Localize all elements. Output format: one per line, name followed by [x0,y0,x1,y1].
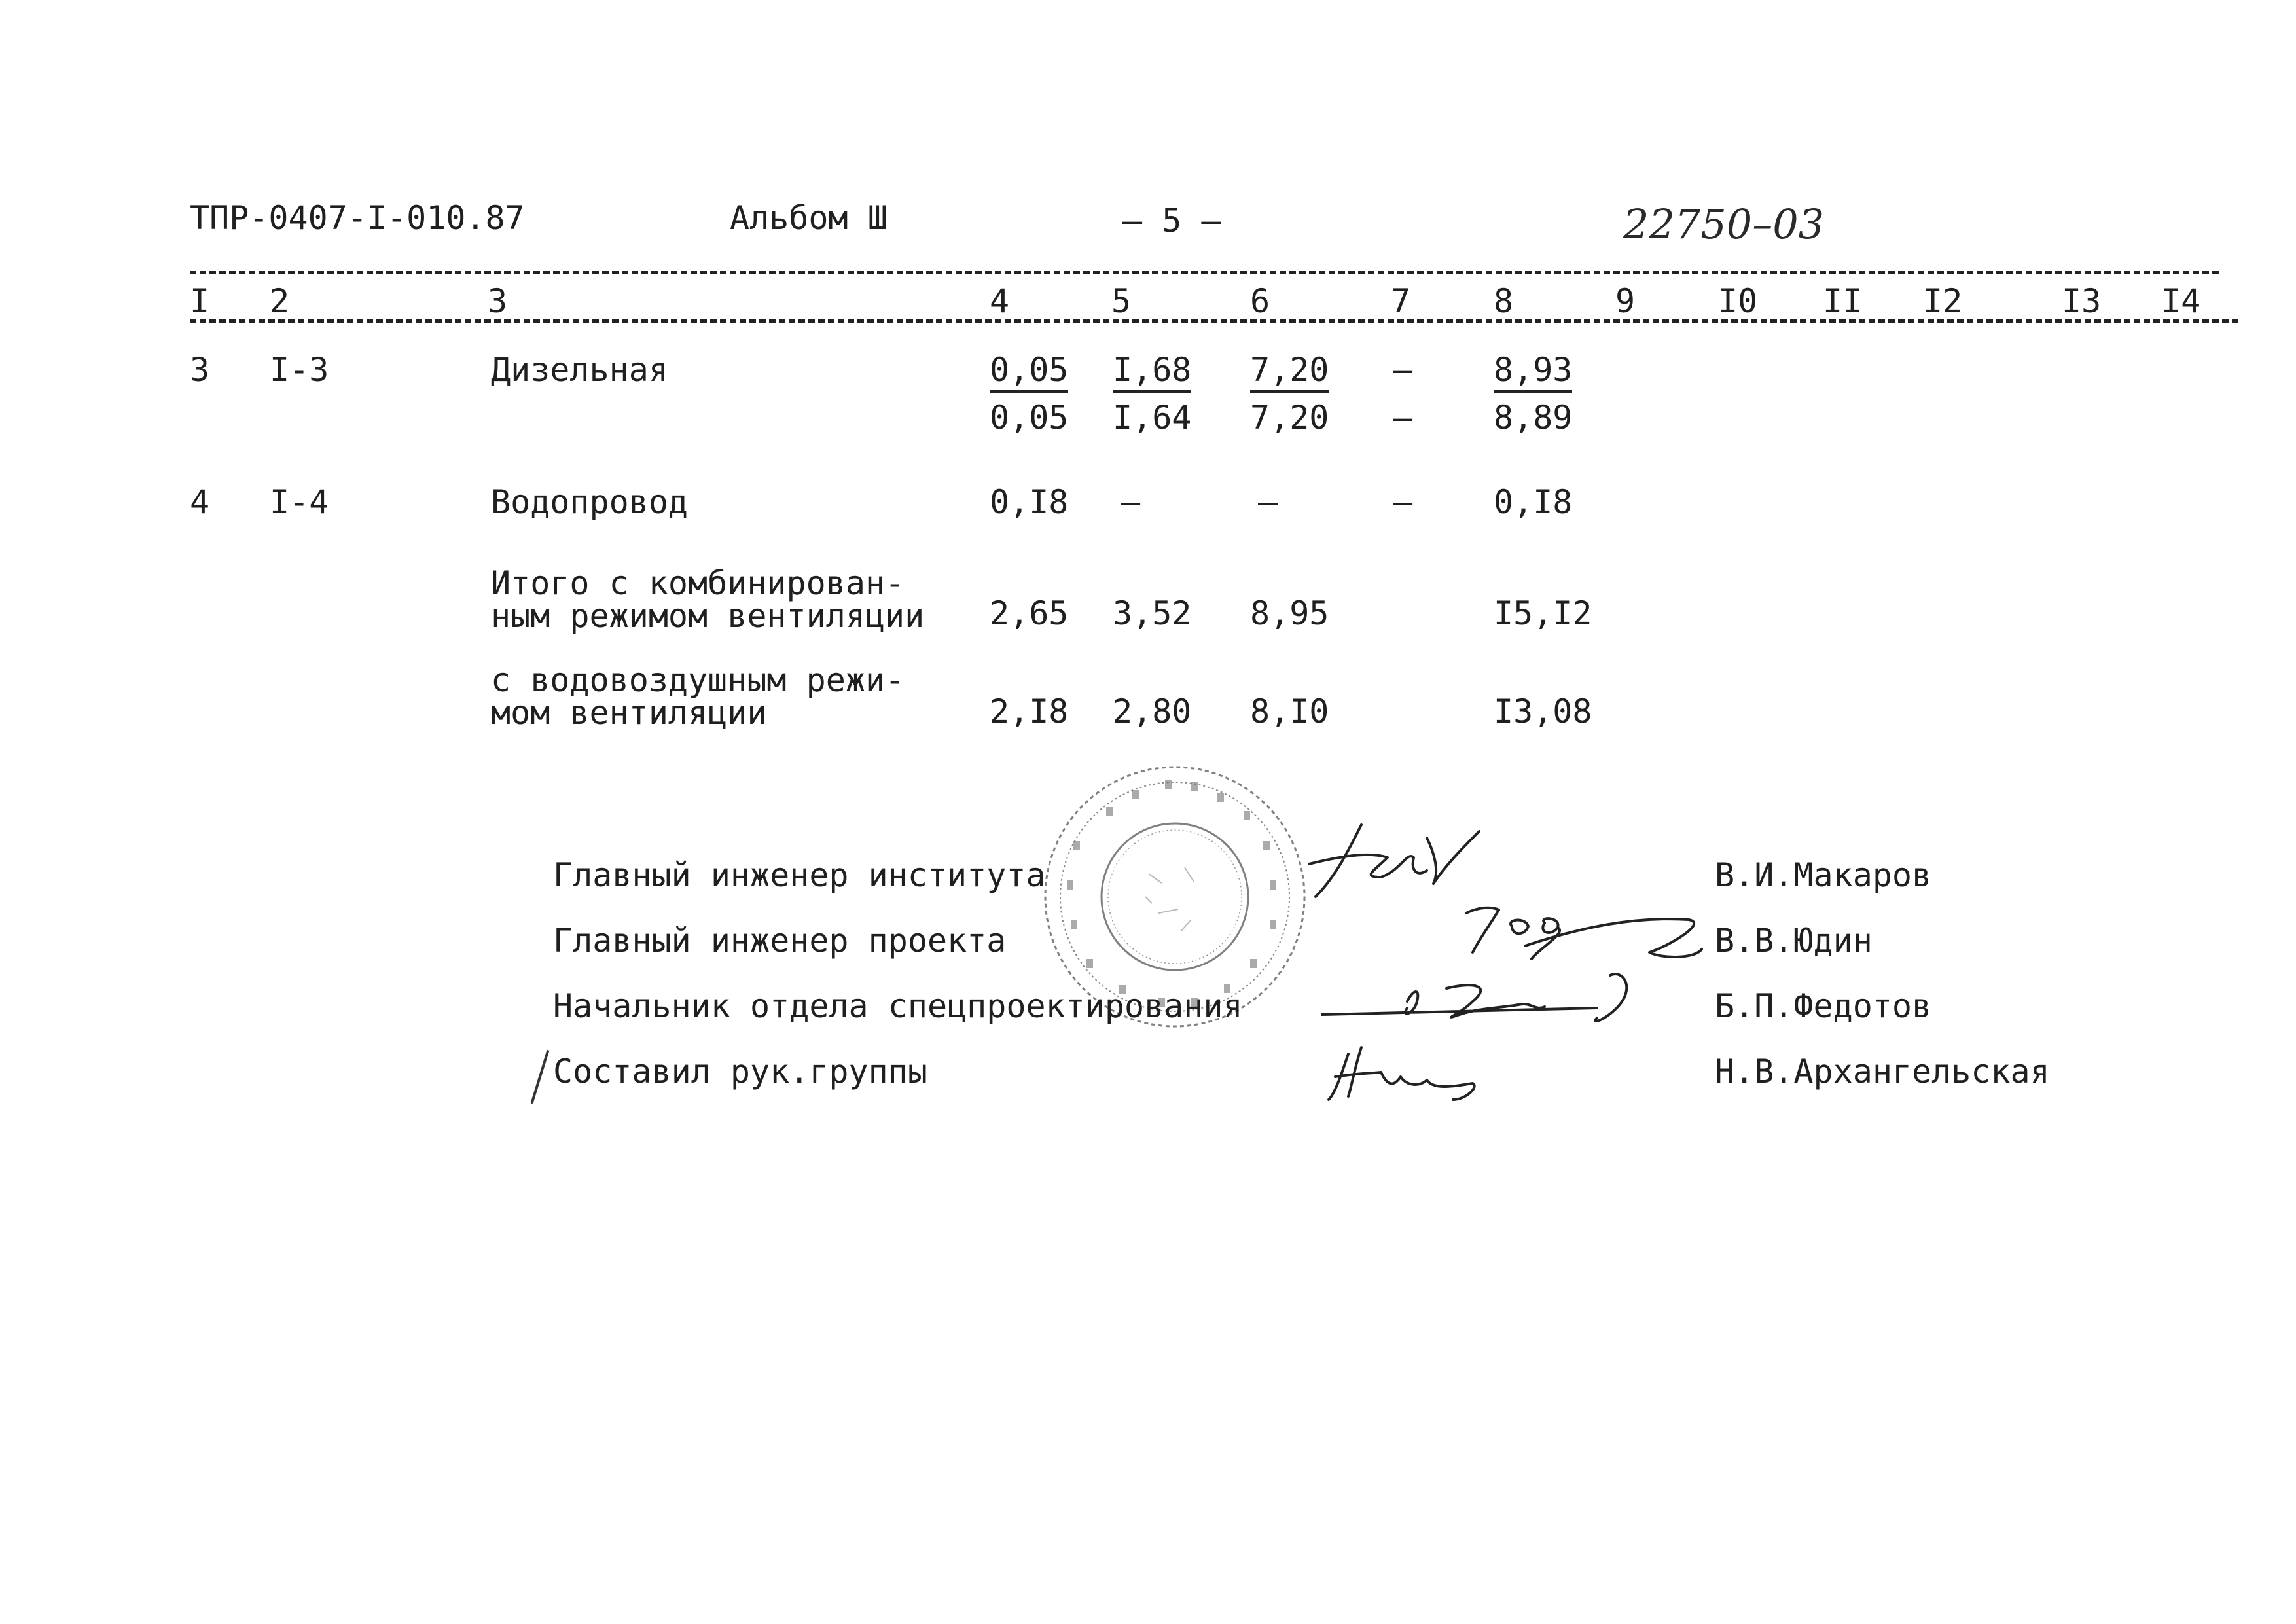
col-num-8: 8 [1494,282,1514,320]
signature-name: В.И.Макаров [1715,856,1932,894]
total-value-col6: 8,І0 [1250,693,1329,731]
row-code: І-4 [270,483,329,521]
margin-slash-mark [527,1047,553,1106]
doc-code: ТПР-0407-І-010.87 [190,199,525,237]
col-num-4: 4 [990,282,1010,320]
header-bottom-dashed-line [190,319,2238,323]
total-value-col5: 3,52 [1113,594,1192,632]
col-num-6: 6 [1250,282,1270,320]
row-value-col7: – [1393,483,1413,521]
row-code: І-3 [270,351,329,389]
total-label-line2: ным режимом вентиляции [491,597,925,635]
signature-name: Н.В.Архангельская [1715,1053,2050,1091]
total-value-col4: 2,І8 [990,693,1069,731]
row-value-col4: 0,І8 [990,483,1069,521]
col-num-2: 2 [270,282,290,320]
total-value-col8: І5,І2 [1494,594,1592,632]
col-num-14: І4 [2161,282,2201,320]
row-name: Дизельная [491,351,668,389]
row-value-col5-denominator: І,64 [1113,399,1192,437]
col-num-13: І3 [2062,282,2102,320]
signature-role: Составил рук.группы [553,1053,927,1091]
doc-number-handwritten: 22750–03 [1623,200,1825,248]
col-num-9: 9 [1615,282,1636,320]
signature-name: Б.П.Федотов [1715,987,1932,1025]
handwritten-signature-yudin [1453,887,1715,965]
total-label-line1: Итого с комбинирован- [491,564,905,602]
col-num-7: 7 [1391,282,1411,320]
col-num-5: 5 [1111,282,1132,320]
row-value-col6: – [1258,483,1278,521]
row-value-col6-denominator: 7,20 [1250,399,1329,437]
row-number: 4 [190,483,210,521]
header-top-dashed-line [190,271,2219,274]
handwritten-signature-fedotov [1309,962,1649,1034]
signature-role: Главный инженер проекта [553,922,1007,960]
signature-role: Начальник отдела спецпроектирования [553,987,1243,1025]
row-value-col8: 0,І8 [1494,483,1573,521]
total-value-col5: 2,80 [1113,693,1192,731]
row-value-col4-numerator: 0,05 [990,351,1068,393]
total-value-col6: 8,95 [1250,594,1329,632]
row-value-col7: – [1393,351,1413,389]
col-num-10: І0 [1718,282,1758,320]
row-name: Водопровод [491,483,689,521]
row-value-col7-denominator: – [1393,399,1413,437]
signature-name: В.В.Юдин [1715,922,1873,960]
col-num-3: 3 [488,282,508,320]
page-number: – 5 – [1122,202,1221,240]
row-value-col8-denominator: 8,89 [1494,399,1573,437]
col-num-12: І2 [1923,282,1963,320]
row-number: 3 [190,351,210,389]
total-value-col4: 2,65 [990,594,1069,632]
row-value-col6-numerator: 7,20 [1250,351,1329,393]
total-label-line2: мом вентиляции [491,694,767,732]
col-num-11: ІІ [1823,282,1863,320]
row-value-col4-denominator: 0,05 [990,399,1069,437]
signature-role: Главный инженер института [553,856,1046,894]
handwritten-signature-arkhangelskaya [1322,1041,1505,1106]
col-num-1: І [190,282,210,320]
album-label: Альбом Ш [730,199,888,237]
row-value-col8-numerator: 8,93 [1494,351,1572,393]
row-value-col5-numerator: І,68 [1113,351,1191,393]
total-label-line1: с водовоздушным режи- [491,661,905,699]
total-value-col8: І3,08 [1494,693,1592,731]
row-value-col5: – [1121,483,1141,521]
